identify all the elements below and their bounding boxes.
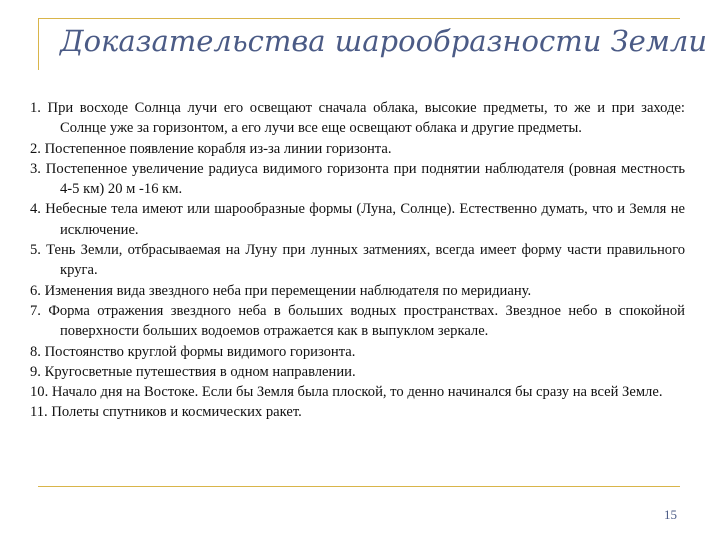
frame-top-line xyxy=(38,18,680,19)
list-item: 5. Тень Земли, отбрасываемая на Луну при лунных затмениях, всегда имеет форму части правильного круга. xyxy=(30,242,685,279)
frame-bottom-line xyxy=(38,486,680,487)
list-item: 10. Начало дня на Востоке. Если бы Земля была плоской, то денно начинался бы сразу на всей Земле. xyxy=(30,384,663,401)
list-item: 8. Постоянство круглой формы видимого горизонта. xyxy=(30,343,356,360)
list-item: 9. Кругосветные путешествия в одном направлении. xyxy=(30,363,356,380)
list-item: 11. Полеты спутников и космических ракет. xyxy=(30,404,302,421)
list-item: 3. Постепенное увеличение радиуса видимого горизонта при поднятии наблюдателя (ровная местность 4-5 км) 20 м -16 км. xyxy=(30,160,685,198)
list-item: 4. Небесные тела имеют или шарообразные формы (Луна, Солнце). Естественно думать, что и Земля не исключение. xyxy=(30,201,685,238)
list-item: 6. Изменения вида звездного неба при перемещении наблюдателя по меридиану. xyxy=(30,282,532,299)
page-number: 15 xyxy=(664,507,677,522)
slide-title: Доказательства шарообразности Земли xyxy=(60,24,708,58)
frame-left-line xyxy=(38,18,39,70)
list-item: 2. Постепенное появление корабля из-за линии горизонта. xyxy=(30,140,392,157)
evidence-list xyxy=(30,98,685,423)
list-item: 7. Форма отражения звездного неба в больших водных пространствах. Звездное небо в спокойной поверхности больших водоемов отражается как в выпуклом зеркале. xyxy=(30,302,685,340)
list-item: 1. При восходе Солнца лучи его освещают сначала облака, высокие предметы, то же и при заходе: Солнце уже за горизонтом, а его лучи все еще освещают облака и другие предметы. xyxy=(30,100,685,137)
